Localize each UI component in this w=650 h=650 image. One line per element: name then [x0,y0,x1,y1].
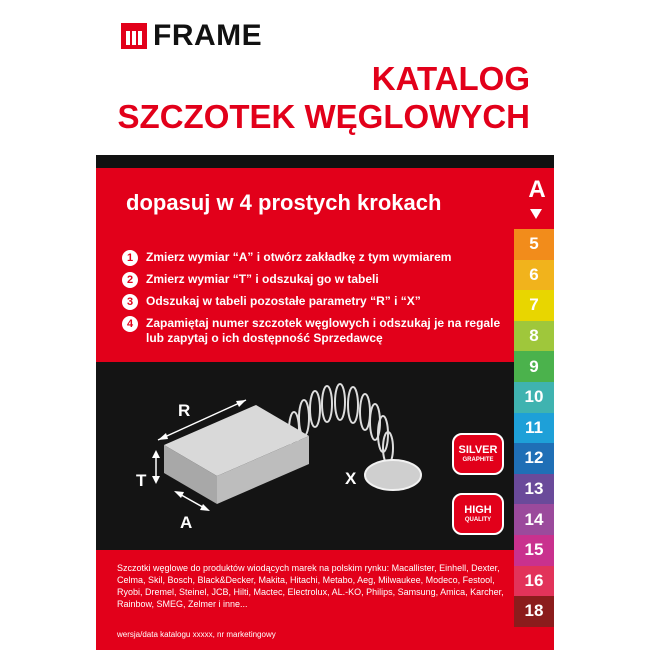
size-tab-18[interactable]: 18 [514,596,554,627]
step-text: Zapamiętaj numer szczotek węglowych i odszukaj je na regale lub zapytaj o ich dostępność Sprzedawcę [146,316,501,345]
size-tab-9[interactable]: 9 [514,351,554,382]
step-text: Odszukaj w tabeli pozostałe parametry “R” i “X” [146,294,421,308]
step-number: 3 [122,294,138,310]
dimension-a-arrowhead [200,504,210,511]
brand-name: FRAME [153,19,263,52]
catalog-title-line2: SZCZOTEK WĘGLOWYCH [117,98,530,135]
steps-list [122,250,512,352]
size-tab-14[interactable]: 14 [514,504,554,535]
high-quality-badge [452,493,504,535]
step-text: Zmierz wymiar “A” i otwórz zakładkę z tym wymiarem [146,250,452,264]
catalog-title-line1: KATALOG [371,60,530,97]
arrow-down-icon [530,209,542,219]
size-tab-5[interactable]: 5 [514,229,554,260]
dimension-r-label: R [178,401,191,420]
size-tab-12[interactable]: 12 [514,443,554,474]
steps-heading: dopasuj w 4 prostych krokach [126,190,442,215]
size-index-tabs [514,229,554,627]
badge-subtitle: GRAPHITE [462,457,494,463]
badge-title: HIGH [464,504,492,516]
step-item [122,250,512,266]
size-tab-16[interactable]: 16 [514,566,554,597]
dimension-a-label: A [180,513,193,532]
brands-footer-text: Szczotki węglowe do produktów wiodących marek na polskim rynku: Macallister, Einhell, Dexter, Celma, Skil, Bosch, Black&Decker, Makita, Hitachi, Metabo, Aeg, Milwaukee, Modeco, Festool, Ryobi, Dremel, Steinel, JCB, Hilti, Mactec, Electrolux, AL.-KO, Philips, Samsung, Amica, Karcher, Rainbow, SMEG, Zelmer i inne... [117,563,504,609]
dimension-t-arrowhead [152,476,160,484]
dimension-x-label: X [345,469,357,488]
size-tab-11[interactable]: 11 [514,413,554,444]
logo-mark-icon [121,23,147,49]
silver-graphite-badge [452,433,504,475]
size-tab-7[interactable]: 7 [514,290,554,321]
dimension-t-label: T [136,471,147,490]
size-tab-15[interactable]: 15 [514,535,554,566]
step-number: 4 [122,316,138,332]
step-number: 2 [122,272,138,288]
dimension-r-arrowhead [158,433,168,440]
step-text: Zmierz wymiar “T” i odszukaj go w tabeli [146,272,379,286]
size-tab-10[interactable]: 10 [514,382,554,413]
dimension-a-arrowhead [174,491,184,498]
top-bar [96,155,554,168]
step-number: 1 [122,250,138,266]
step-item [122,316,512,346]
step-item [122,294,512,310]
step-item [122,272,512,288]
dimension-r-arrowhead [236,400,246,407]
badge-title: SILVER [458,444,498,456]
size-tab-13[interactable]: 13 [514,474,554,505]
size-tab-6[interactable]: 6 [514,260,554,291]
index-letter: A [528,176,546,203]
badge-subtitle: QUALITY [464,517,492,523]
contact-plate-icon [365,460,421,490]
catalog-version: wersja/data katalogu xxxxx, nr marketingowy [117,630,276,639]
dimension-t-arrowhead [152,450,160,458]
brand-logo [121,21,262,51]
size-tab-8[interactable]: 8 [514,321,554,352]
